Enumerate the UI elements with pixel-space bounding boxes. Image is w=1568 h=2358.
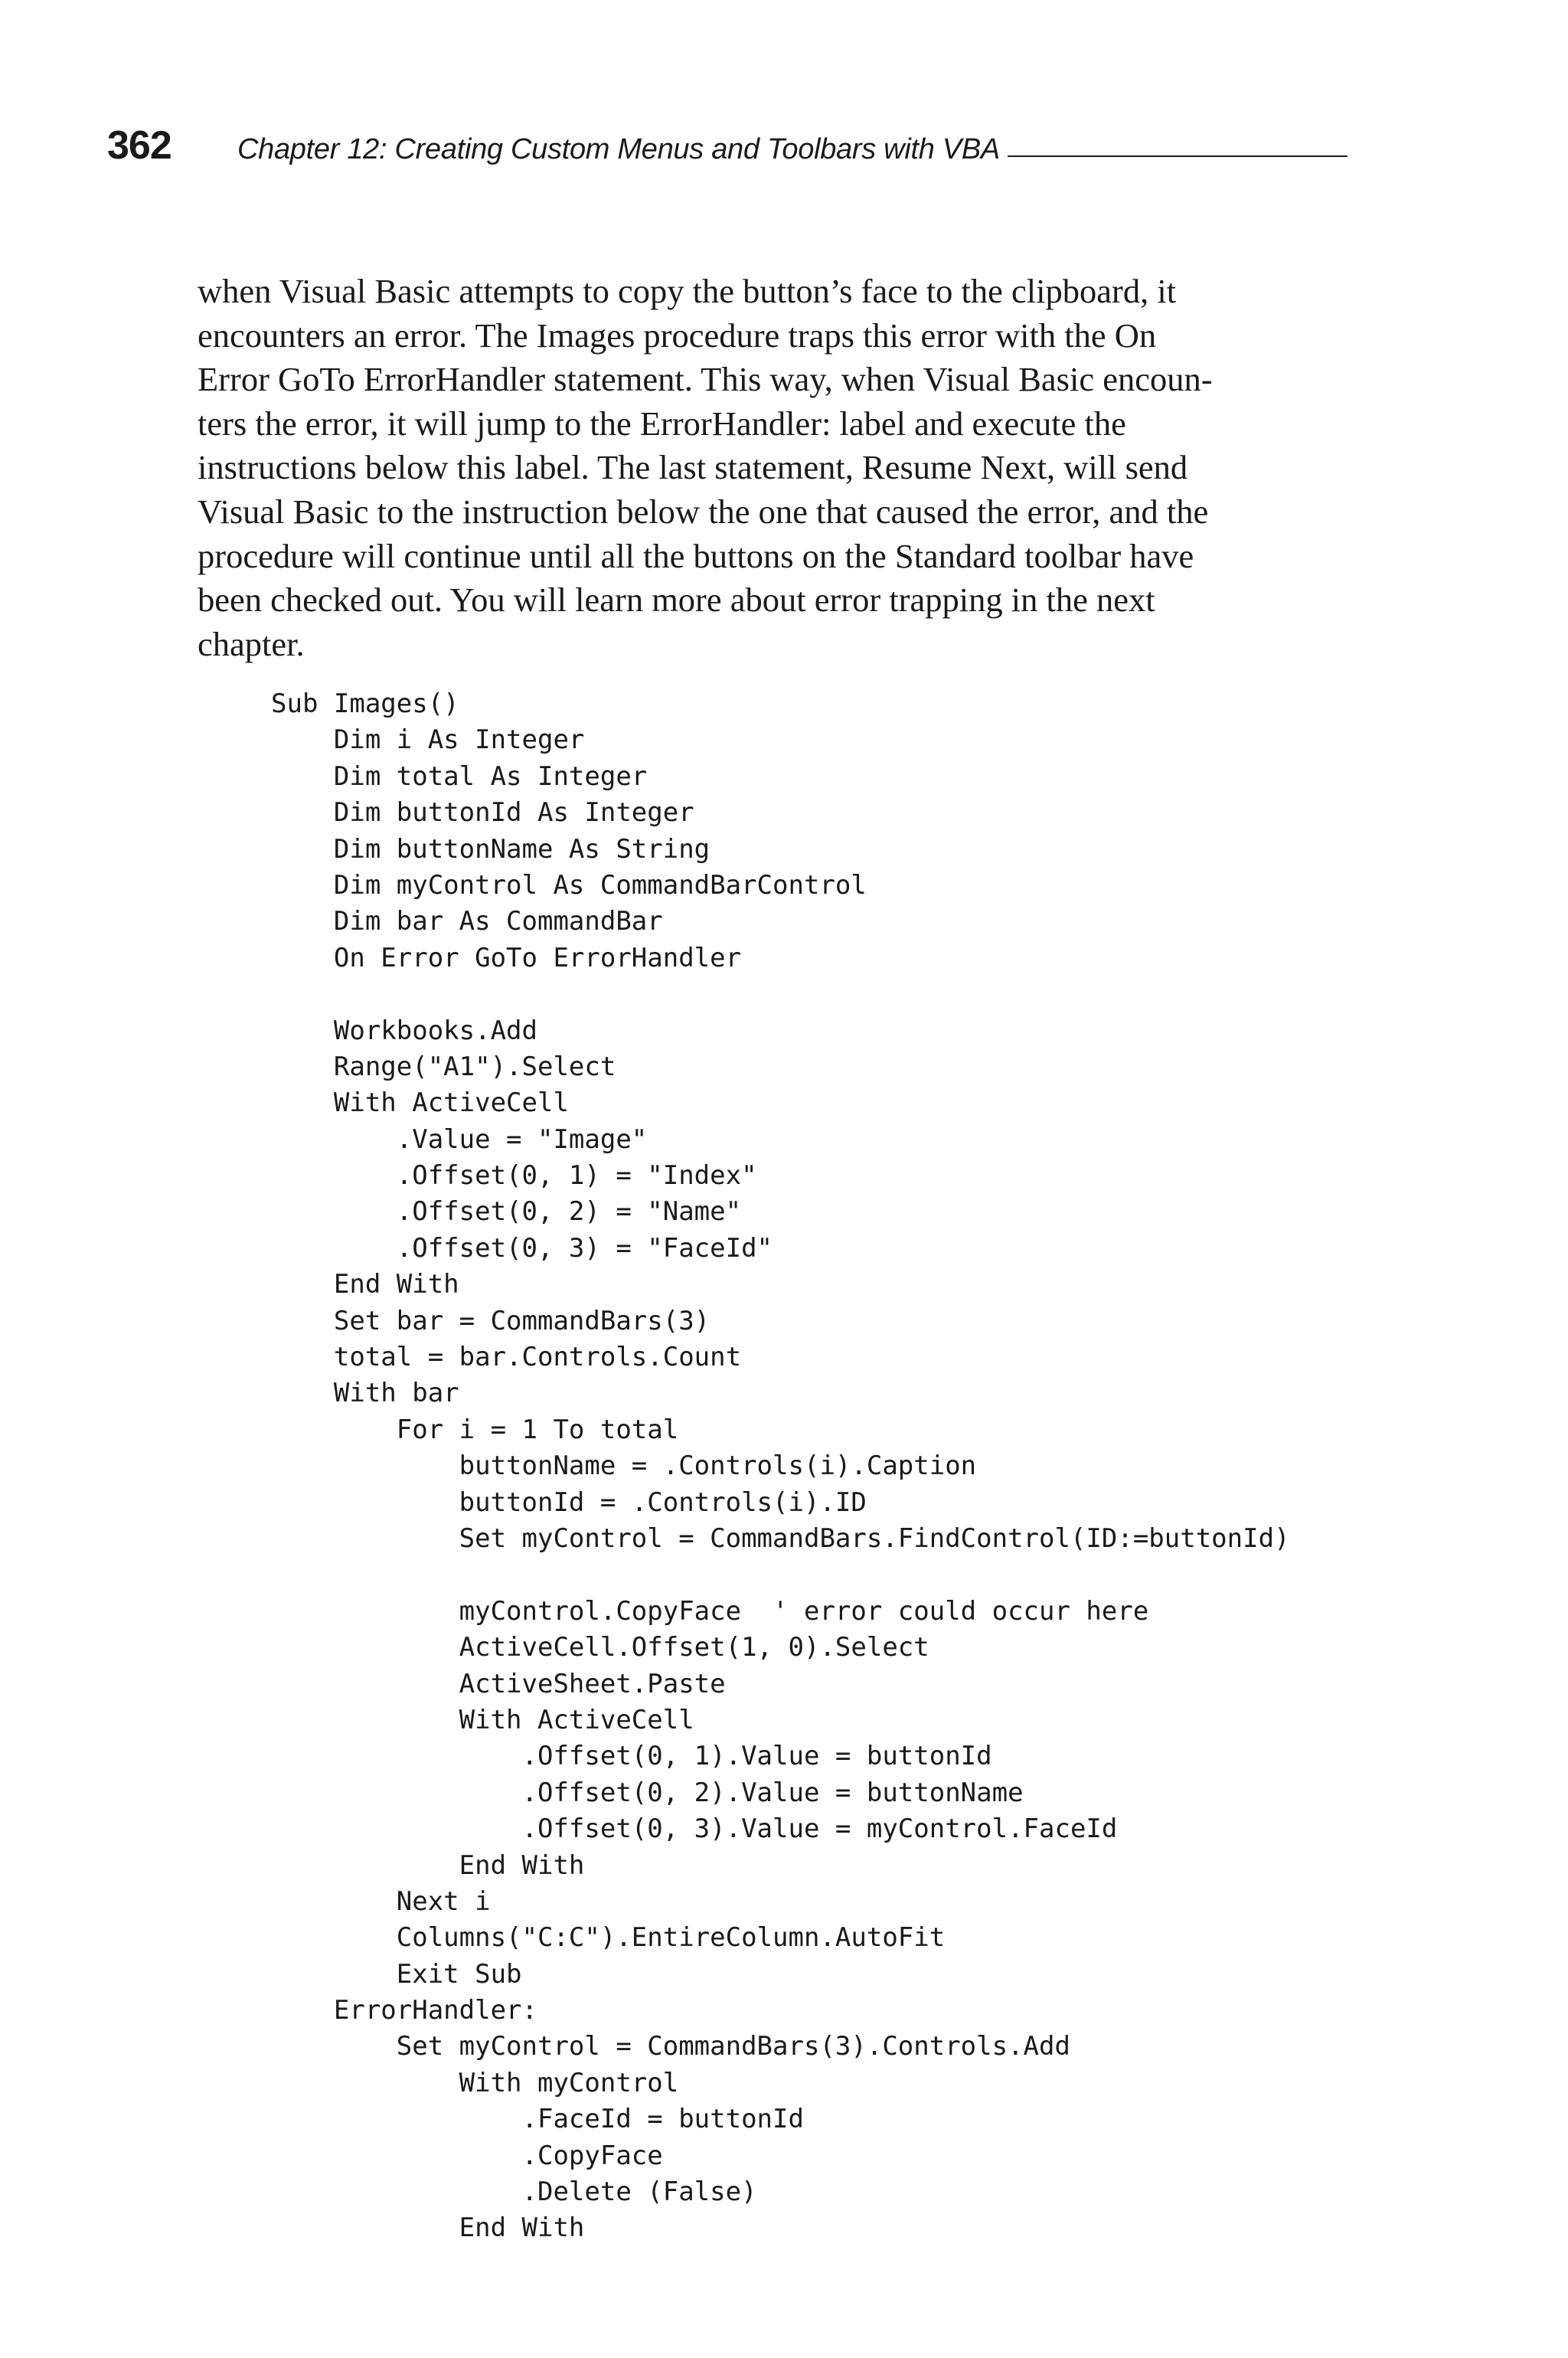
code-line: Dim myControl As CommandBarControl [271,869,867,901]
chapter-title: Chapter 12: Creating Custom Menus and Toolbars with VBA [237,133,1000,165]
code-line: .Offset(0, 3) = "FaceId" [271,1232,773,1264]
body-line: procedure will continue until all the buttons on the Standard toolbar have [198,536,1194,575]
code-line: Exit Sub [271,1958,522,1990]
code-line: End With [271,2212,585,2244]
code-line: Set myControl = CommandBars.FindControl(ID:=buttonId) [271,1522,1290,1554]
code-line: Dim buttonId As Integer [271,797,694,829]
running-head [107,123,1348,168]
page-number: 362 [107,123,172,168]
body-line: when Visual Basic attempts to copy the button’s face to the clipboard, it [198,272,1177,310]
code-line: ErrorHandler: [271,1995,537,2026]
code-line: .Delete (False) [271,2176,757,2208]
body-line: ters the error, it will jump to the ErrorHandler: label and execute the [198,404,1126,443]
code-line: On Error GoTo ErrorHandler [271,942,742,973]
code-line: .FaceId = buttonId [271,2104,804,2135]
body-line: instructions below this label. The last statement, Resume Next, will send [198,448,1188,487]
body-line: chapter. [198,624,305,663]
code-line [271,1557,1419,1593]
body-line: been checked out. You will learn more about error trapping in the next [198,581,1155,620]
code-line: For i = 1 To total [271,1414,679,1445]
code-line: buttonName = .Controls(i).Caption [271,1450,977,1482]
code-line: Dim total As Integer [271,760,648,792]
code-line: Dim bar As CommandBar [271,906,663,937]
code-line: buttonId = .Controls(i).ID [271,1486,867,1518]
code-line: ActiveCell.Offset(1, 0).Select [271,1632,929,1663]
code-line: End With [271,1849,585,1881]
code-listing [271,686,1419,2247]
body-line: encounters an error. The Images procedure traps this error with the On [198,316,1157,355]
code-line: .Offset(0, 1) = "Index" [271,1160,757,1192]
code-line: Dim i As Integer [271,724,585,756]
code-line: Next i [271,1885,491,1917]
code-line: .Offset(0, 1).Value = buttonId [271,1741,992,1772]
code-line: Workbooks.Add [271,1015,537,1046]
code-line: total = bar.Controls.Count [271,1342,742,1373]
code-line: .Offset(0, 2).Value = buttonName [271,1777,1024,1808]
code-line [271,976,1419,1012]
code-line: myControl.CopyFace ' error could occur here [271,1595,1149,1627]
body-line: Error GoTo ErrorHandler statement. This way, when Visual Basic encoun- [198,360,1213,399]
code-line: ActiveSheet.Paste [271,1668,726,1699]
code-line: End With [271,1269,459,1300]
code-line: .Value = "Image" [271,1123,648,1155]
body-paragraph [198,270,1361,666]
code-line: With bar [271,1378,459,1409]
code-line: Set myControl = CommandBars(3).Controls.Add [271,2031,1070,2062]
body-line: Visual Basic to the instruction below the one that caused the error, and the [198,492,1209,531]
code-line: .Offset(0, 3).Value = myControl.FaceId [271,1813,1118,1845]
code-line: .Offset(0, 2) = "Name" [271,1196,742,1228]
code-line: With ActiveCell [271,1704,694,1735]
code-line: With ActiveCell [271,1087,569,1119]
header-rule [1008,155,1348,157]
code-line: .CopyFace [271,2140,663,2171]
code-line: Sub Images() [271,688,459,719]
code-line: Range("A1").Select [271,1051,616,1082]
code-line: Dim buttonName As String [271,833,710,865]
code-line: Set bar = CommandBars(3) [271,1305,710,1336]
code-line: With myControl [271,2067,679,2098]
code-line: Columns("C:C").EntireColumn.AutoFit [271,1922,946,1954]
